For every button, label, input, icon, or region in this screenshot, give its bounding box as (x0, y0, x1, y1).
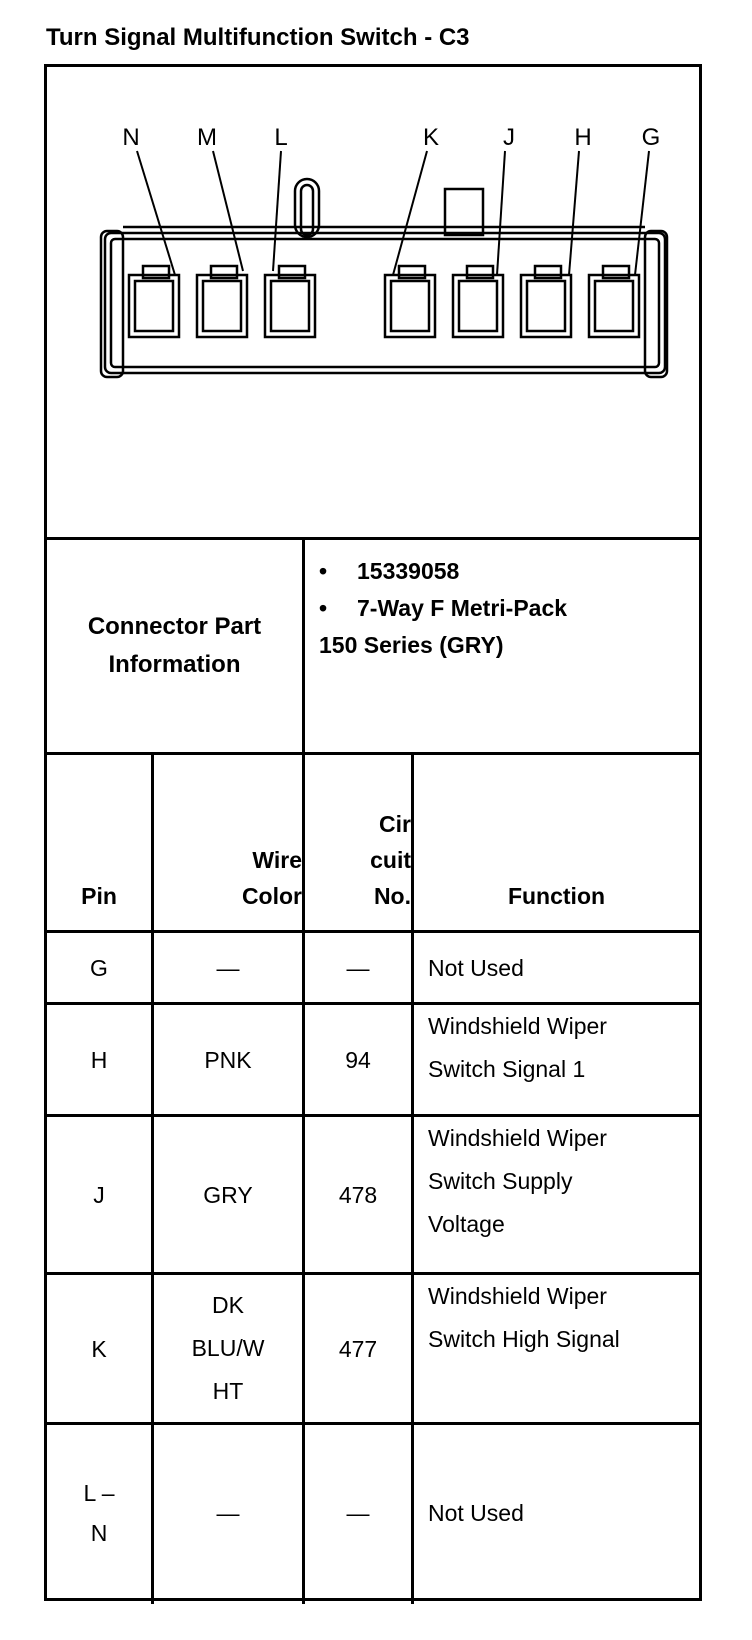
table-row-circuit: — (346, 954, 370, 981)
connector-table (44, 64, 702, 1601)
table-row-pin: K (91, 1335, 107, 1362)
table-row-pin: J (93, 1181, 105, 1208)
header-circuit-text-2: cuit (370, 847, 411, 873)
header-function-text: Function (507, 883, 606, 909)
wire-line: HT (212, 1378, 244, 1404)
connector-type: 7-Way F Metri-Pack (357, 595, 568, 621)
pin-cavity-M (197, 266, 247, 337)
connector-latch (295, 179, 319, 237)
table-row-pin: G (90, 954, 108, 981)
pin-label-H: H (574, 124, 592, 151)
table-row-pin: H (90, 1046, 108, 1073)
pin-cavity-J (453, 266, 503, 337)
table-row-function (414, 1117, 699, 1272)
pin-label-K: K (422, 124, 440, 151)
page-title: Turn Signal Multifunction Switch - C3 (46, 24, 470, 51)
table-row-function: Not Used (428, 1500, 524, 1526)
table-row-wire-color (154, 1275, 302, 1422)
pin-label-M: M (197, 124, 217, 151)
function-line: Switch Supply (428, 1168, 573, 1194)
table-row-circuit: 94 (345, 1046, 371, 1073)
pin-label-J: J (503, 124, 515, 151)
pin-cavity-H (521, 266, 571, 337)
header-wire-color (154, 755, 302, 930)
connector-series: 150 Series (GRY) (319, 632, 504, 658)
header-circuit-text-1: Cir (379, 811, 411, 837)
table-row-function (414, 1275, 699, 1422)
connector-info-label (47, 540, 302, 752)
connector-info-values: • 15339058 • 7-Way F Metri-Pack 150 Series (GRY) (319, 553, 567, 664)
pin-cavity-K (385, 266, 435, 337)
pin-label-L: L (274, 124, 288, 151)
pin-line: N (90, 1520, 108, 1546)
pin-cavity-N (129, 266, 179, 337)
pin-line: L – (83, 1480, 115, 1506)
wire-line: DK (212, 1292, 244, 1318)
function-line: Windshield Wiper (428, 1283, 607, 1309)
table-row-pin (47, 1425, 151, 1601)
connector-end-cap-right (645, 231, 667, 377)
table-row-wire-color: — (216, 1500, 240, 1526)
function-line: Switch Signal 1 (428, 1056, 586, 1082)
table-row-function: Not Used (428, 954, 524, 981)
header-pin-text: Pin (81, 883, 117, 909)
connector-info-label-line1: Connector Part (87, 613, 262, 640)
header-pin (47, 755, 151, 930)
leader-lines (137, 151, 649, 275)
function-line: Windshield Wiper (428, 1125, 607, 1151)
wire-line: BLU/W (191, 1335, 265, 1361)
header-wire-text-2: Color (241, 883, 302, 909)
connector-info-label-line2: Information (108, 651, 241, 678)
table-row-circuit: 478 (338, 1181, 378, 1208)
table-row-circuit: 477 (338, 1335, 378, 1362)
table-row-circuit: — (346, 1500, 370, 1526)
header-circuit-text-3: No. (373, 883, 411, 909)
pin-cavity-L (265, 266, 315, 337)
function-line: Switch High Signal (428, 1326, 620, 1352)
header-circuit-no (305, 755, 411, 930)
header-wire-text-1: Wire (252, 847, 302, 873)
connector-diagram (47, 67, 699, 543)
header-function (414, 755, 699, 930)
table-row-wire-color: — (216, 954, 240, 981)
function-line: Windshield Wiper (428, 1013, 607, 1039)
table-row-wire-color: GRY (203, 1181, 253, 1208)
table-row-function (414, 1005, 699, 1114)
pin-cavity-G (589, 266, 639, 337)
pin-label-N: N (122, 124, 140, 151)
function-line: Voltage (428, 1211, 505, 1237)
table-row-wire-color: PNK (204, 1046, 252, 1073)
divider (302, 537, 305, 752)
part-number: 15339058 (357, 558, 460, 584)
pin-label-G: G (641, 124, 661, 151)
